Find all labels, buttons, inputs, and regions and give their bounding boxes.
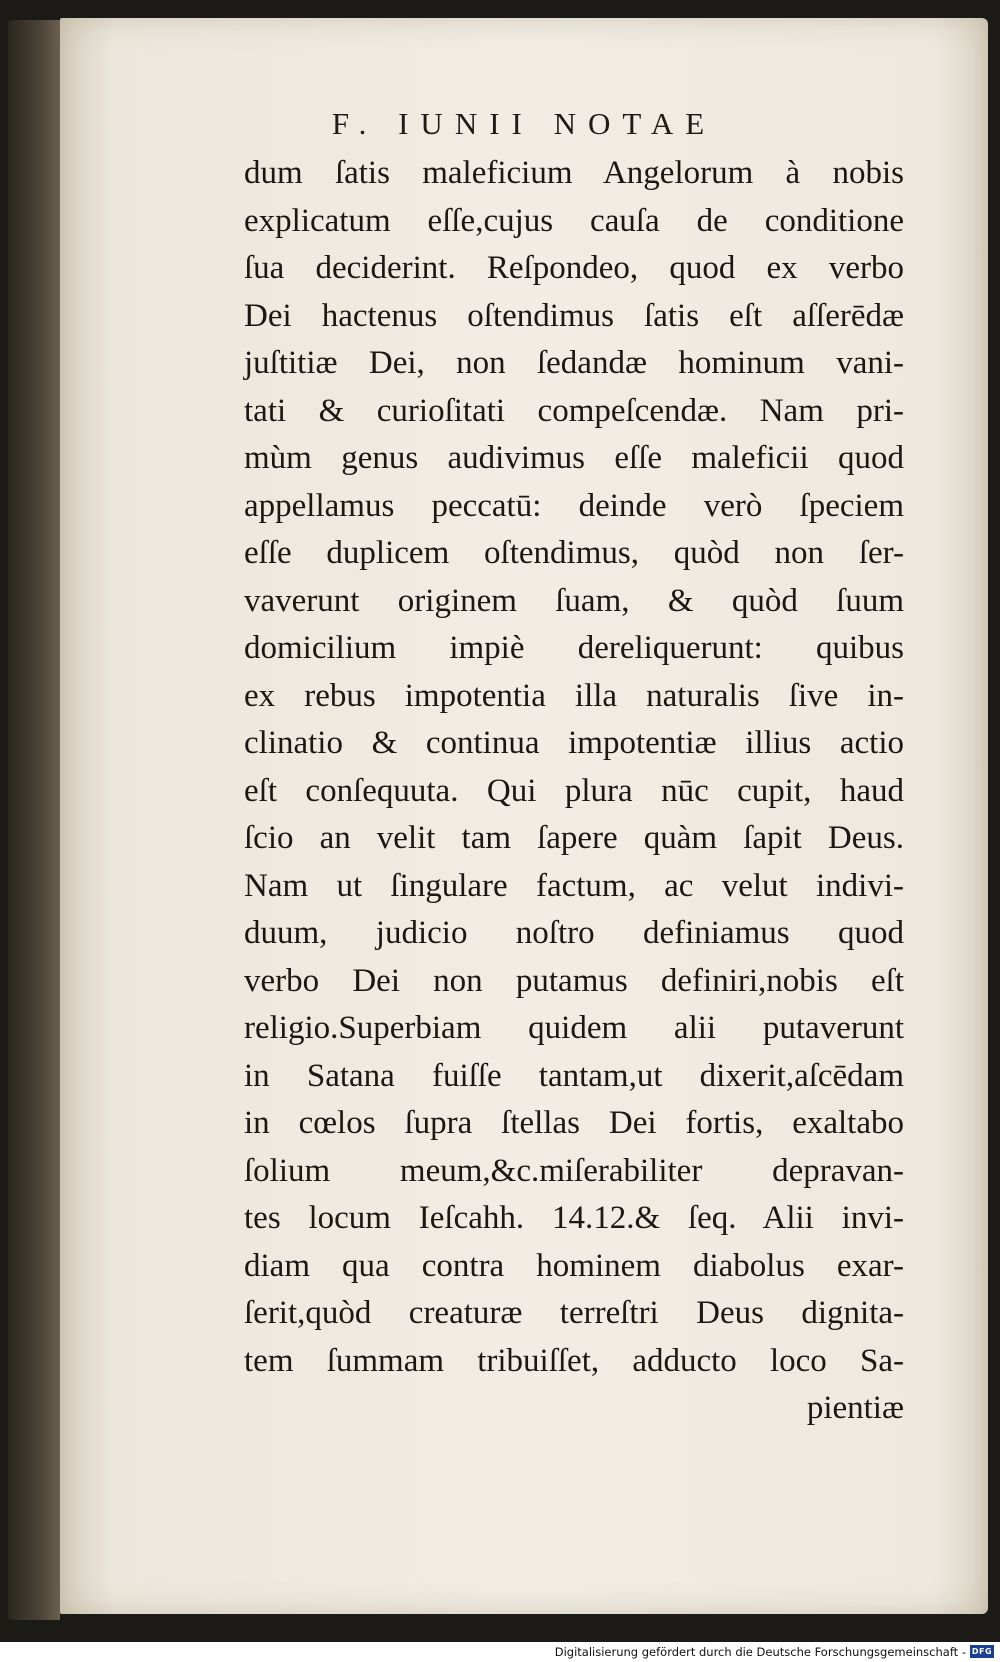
text-line: juſtitiæ Dei, non ſedandæ hominum vani- bbox=[244, 345, 904, 381]
text-line: diam qua contra hominem diabolus exar- bbox=[244, 1247, 904, 1284]
text-line: tati & curioſitati compeſcendæ. Nam pri- bbox=[244, 392, 904, 429]
text-line: vaverunt originem ſuam, & quòd ſuum bbox=[244, 582, 904, 619]
text-line: tem ſummam tribuiſſet, adducto loco Sa- bbox=[244, 1342, 904, 1379]
text-line: verbo Dei non putamus definiri,nobis eſt bbox=[244, 962, 904, 999]
funding-credit: Digitalisierung gefördert durch die Deutsche Forschungsgemeinschaft - bbox=[554, 1645, 966, 1659]
text-line: in Satana fuiſſe tantam,ut dixerit,aſcēdam bbox=[244, 1057, 904, 1094]
text-line: clinatio & continua impotentiæ illius actio bbox=[244, 725, 904, 761]
text-line: ſolium meum,&c.miſerabiliter depravan- bbox=[244, 1152, 904, 1189]
text-line: ex rebus impotentia illa naturalis ſive in- bbox=[244, 677, 904, 714]
text-line: appellamus peccatū: deinde verò ſpeciem bbox=[244, 487, 904, 524]
text-line: eſſe duplicem oſtendimus, quòd non ſer- bbox=[244, 535, 904, 571]
book-page bbox=[60, 18, 988, 1614]
text-line: Nam ut ſingulare factum, ac velut indivi- bbox=[244, 867, 904, 904]
text-line: ſerit,quòd creaturæ terreſtri Deus dignita- bbox=[244, 1295, 904, 1331]
text-line: duum, judicio noſtro definiamus quod bbox=[244, 915, 904, 951]
book-spine bbox=[8, 20, 60, 1620]
text-line: Dei hactenus oſtendimus ſatis eſt aſſerēdæ bbox=[244, 297, 904, 334]
text-line: ſcio an velit tam ſapere quàm ſapit Deus. bbox=[244, 820, 904, 856]
text-line: ſua deciderint. Reſpondeo, quod ex verbo bbox=[244, 250, 904, 286]
catchword: pientiæ bbox=[806, 1390, 904, 1426]
text-line: mùm genus audivimus eſſe maleficii quod bbox=[244, 440, 904, 476]
text-line: eſt conſequuta. Qui plura nūc cupit, haud bbox=[244, 772, 904, 809]
dfg-logo: DFG bbox=[971, 1647, 993, 1656]
text-line: in cœlos ſupra ſtellas Dei fortis, exaltabo bbox=[244, 1105, 904, 1141]
running-head: F. IUNII NOTAE bbox=[331, 106, 717, 141]
text-line: domicilium impiè dereliquerunt: quibus bbox=[244, 630, 904, 666]
body-text bbox=[244, 150, 904, 1433]
text-line: explicatum eſſe,cujus cauſa de conditione bbox=[244, 202, 904, 239]
text-line: dum ſatis maleficium Angelorum à nobis bbox=[244, 155, 904, 191]
text-line: tes locum Ieſcahh. 14.12.& ſeq. Alii invi- bbox=[244, 1200, 904, 1236]
text-line: religio.Superbiam quidem alii putaverunt bbox=[244, 1010, 904, 1046]
digitization-footer bbox=[0, 1642, 1000, 1662]
